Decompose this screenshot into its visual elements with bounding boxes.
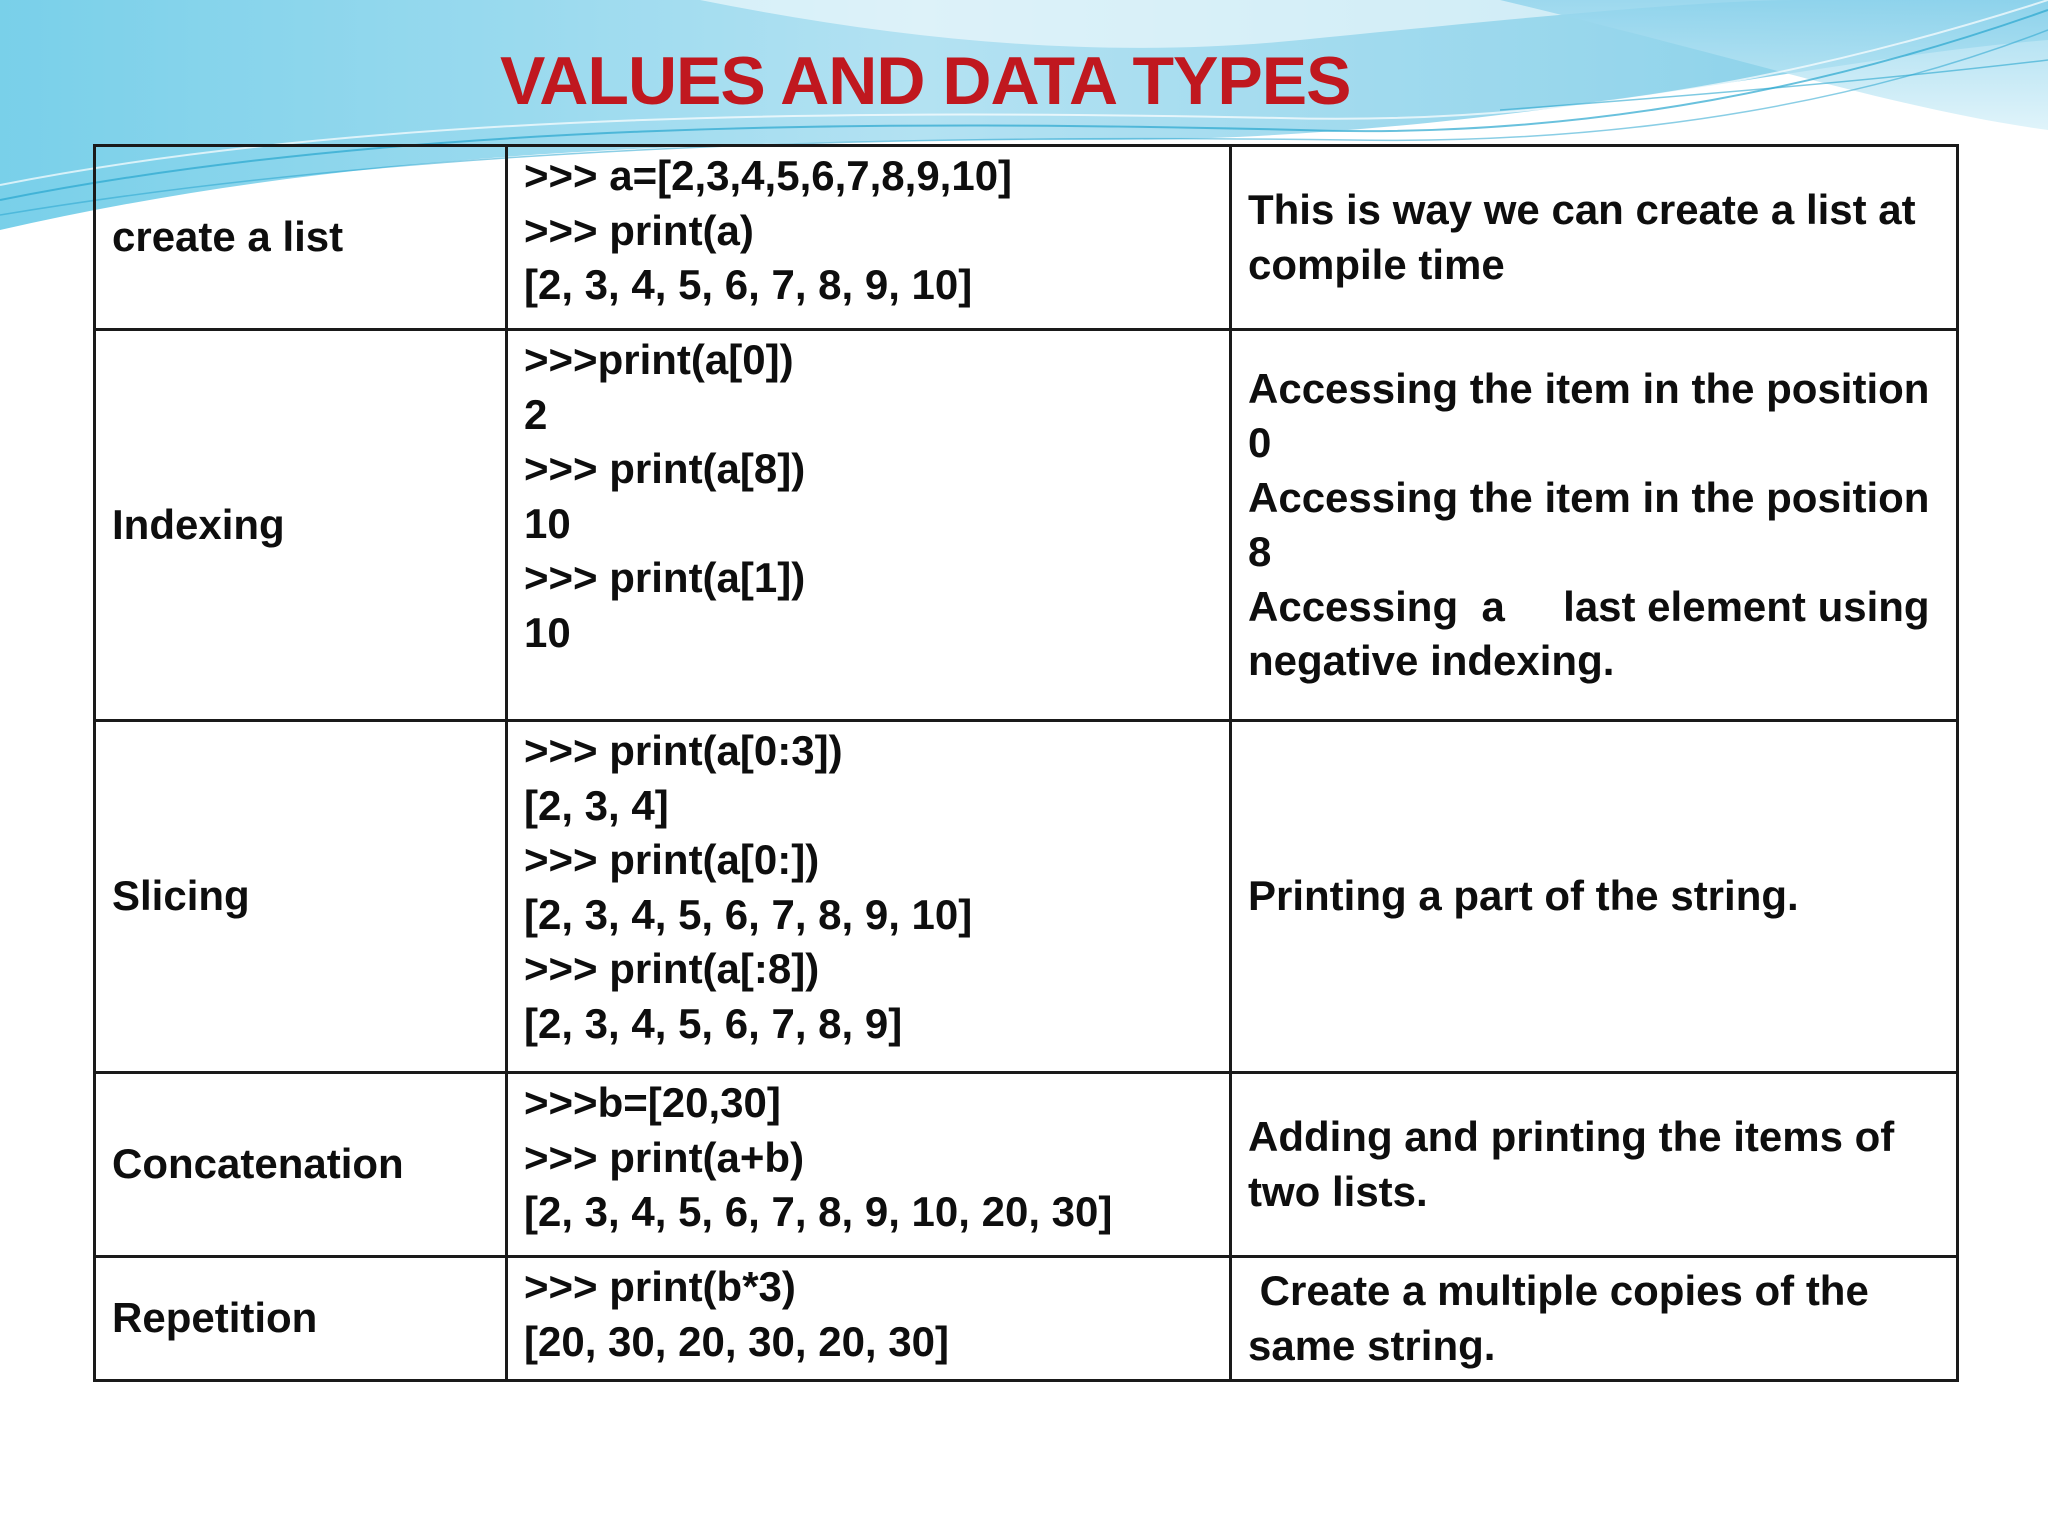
code-line: >>>print(a[0]): [524, 336, 794, 383]
code-line: >>> print(a+b): [524, 1133, 805, 1181]
code-line: >>> print(a[:8]): [524, 945, 820, 992]
code-line: >>>b=[20,30]: [524, 1079, 781, 1126]
description-cell: [1231, 330, 1958, 721]
code-line: [2, 3, 4, 5, 6, 7, 8, 9]: [524, 999, 903, 1047]
table-row: [95, 330, 1958, 721]
table-row: [95, 146, 1958, 330]
code-line: >>> print(a[0:3]): [524, 727, 843, 774]
operation-label: Indexing: [112, 500, 285, 548]
code-line: >>> print(a): [524, 206, 754, 254]
description-text: Accessing a last element using negative indexing.: [1248, 582, 1942, 684]
code-cell: [507, 330, 1231, 721]
description-cell: [1231, 1257, 1958, 1381]
description-text: Accessing the item in the position 8: [1248, 473, 1930, 575]
code-line: [2, 3, 4, 5, 6, 7, 8, 9, 10, 20, 30]: [524, 1188, 1113, 1235]
code-line: [2, 3, 4]: [524, 781, 669, 829]
operation-cell: [95, 1073, 507, 1257]
code-line: 10: [524, 499, 571, 547]
table-row: [95, 1073, 1958, 1257]
code-line: [2, 3, 4, 5, 6, 7, 8, 9, 10]: [524, 890, 973, 938]
code-line: >>> a=[2,3,4,5,6,7,8,9,10]: [524, 152, 1013, 199]
code-line: 2: [524, 390, 548, 438]
code-line: >>> print(a[1]): [524, 554, 806, 601]
operation-cell: [95, 146, 507, 330]
code-line: [20, 30, 20, 30, 20, 30]: [524, 1317, 949, 1365]
slide-title: VALUES AND DATA TYPES: [500, 43, 1351, 119]
description-text: Create a multiple copies of the same string.: [1248, 1267, 1881, 1369]
operation-label: create a list: [112, 213, 344, 261]
description-cell: [1231, 721, 1958, 1073]
operation-cell: [95, 1257, 507, 1381]
table-row: [95, 721, 1958, 1073]
code-line: [2, 3, 4, 5, 6, 7, 8, 9, 10]: [524, 261, 973, 308]
operation-label: Repetition: [112, 1294, 318, 1342]
code-cell: [507, 1257, 1231, 1381]
operation-label: Slicing: [112, 872, 250, 920]
operation-label: Concatenation: [112, 1140, 404, 1188]
code-line: >>> print(a[8]): [524, 445, 806, 492]
description-text: Adding and printing the items of two lists.: [1248, 1113, 1895, 1215]
description-text: Accessing the item in the position 0: [1248, 364, 1930, 466]
code-cell: [507, 146, 1231, 330]
description-text: Printing a part of the string.: [1248, 872, 1799, 920]
description-cell: [1231, 146, 1958, 330]
table-row: [95, 1257, 1958, 1381]
code-line: >>> print(b*3): [524, 1263, 796, 1310]
operation-cell: [95, 721, 507, 1073]
code-line: >>> print(a[0:]): [524, 836, 820, 883]
code-cell: [507, 1073, 1231, 1257]
description-text: This is way we can create a list at compile time: [1248, 186, 1916, 288]
operation-cell: [95, 330, 507, 721]
list-operations-table: [93, 144, 1959, 1382]
code-line: 10: [524, 608, 571, 656]
code-cell: [507, 721, 1231, 1073]
description-cell: [1231, 1073, 1958, 1257]
